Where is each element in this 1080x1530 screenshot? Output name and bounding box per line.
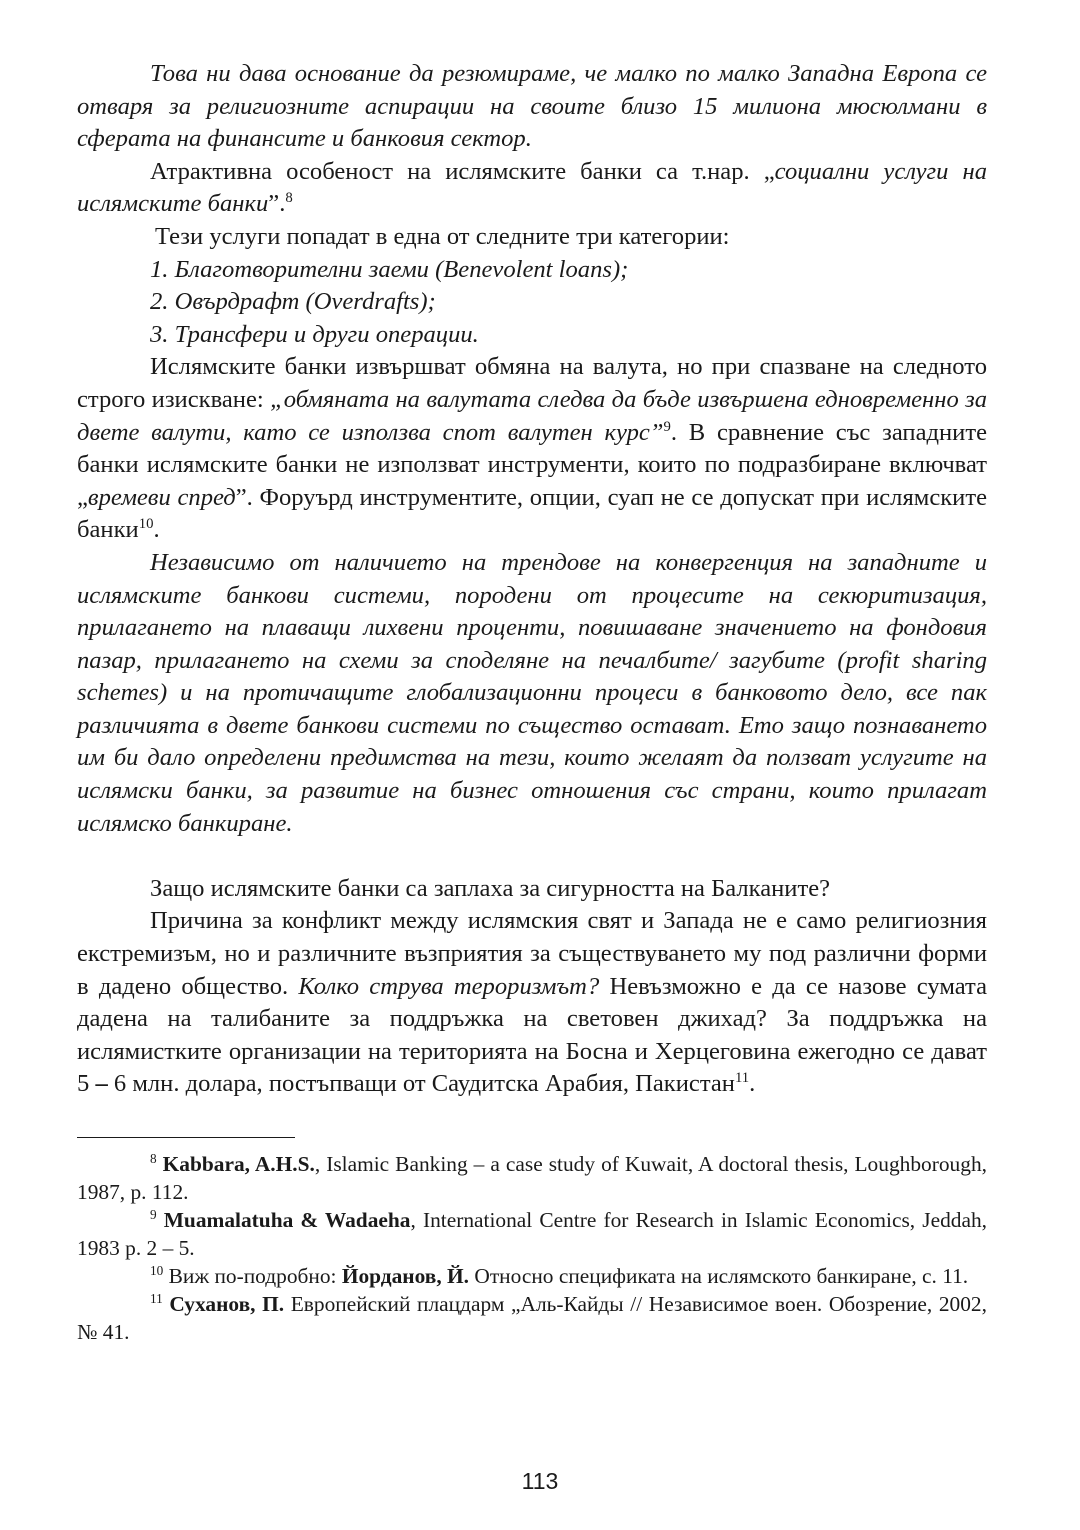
text-run: Невъзможно е да се назове сумата дадена на талибаните за поддръжка на световен джихад? За поддръжка на ислямистките организации на територията на Босна и Херцеговина ежегодно се дават 5 xyxy=(77,972,988,1098)
emphasis-text: „обмяната на валутата следва да бъде извършена едновременно за двете валути, като се използва спот валутен курс” xyxy=(77,385,987,446)
footnote-ref-11[interactable]: 11 xyxy=(734,1070,750,1087)
footnote-ref-10[interactable]: 10 xyxy=(138,516,154,533)
footnote-text: , Islamic Banking – a case study of Kuwait, A doctoral thesis, Loughborough, 1987, p. 112. xyxy=(77,1152,987,1204)
footnote-author: Muamalatuha & Wadaeha xyxy=(163,1208,411,1232)
list-item-text: 2. Овърдрафт (Overdrafts); xyxy=(150,288,436,316)
footnote-prefix: Виж по-подробно: xyxy=(168,1264,342,1288)
paragraph-text: Независимо от наличието на трендове на конвергенция на западните и ислямските банкови системи, породени от процесите на секюритизация, прилагането на плаващи лихвени проценти, повишаване значението на фондовия пазар, прилагането на схеми за споделяне на печалбите/ загубите (profit sharing schemes) и на протичащите глобализационни процеси в банковото дело, все пак различията в двете банкови системи по същество остават. Ето защо познаването им би дало определени предимства на тези, които желаят да ползват услугите на ислямски банки, за развитие на бизнес отношения със страни, които прилагат ислямско банкиране. xyxy=(77,548,987,837)
paragraph-social-services xyxy=(77,156,987,221)
paragraph-currency-exchange xyxy=(77,351,987,547)
text-run: . В сравнение със западните банки ислямските банки не използват инструменти, които по подразбиране включват „ xyxy=(77,418,987,511)
text-run: ”. xyxy=(268,190,286,218)
footnote-number: 10 xyxy=(150,1262,164,1278)
emphasis-text: времеви спред xyxy=(87,483,236,511)
paragraph-text: Това ни дава основание да резюмираме, че малко по малко Западна Европа се отваря за религиозните аспирации на своите близо 15 милиона мюсюлмани в сферата на финансите и банковия сектор. xyxy=(77,60,987,153)
text-run: Причина за конфликт между ислямския свят и Запада не е само религиозния екстремизъм, но и различните възприятия за съществуването му под различни форми в дадено общество. xyxy=(77,907,987,1000)
footnote-author: Суханов, П. xyxy=(169,1292,285,1316)
footnote-11 xyxy=(77,1290,987,1346)
emphasis-text: Колко струва тероризмът? xyxy=(298,972,600,1000)
emphasis-text: социални услуги на ислямските банки xyxy=(77,157,987,218)
list-item xyxy=(77,286,987,319)
text-run: Ислямските банки извършват обмяна на валута, но при спазване на следното строго изискване: xyxy=(77,353,987,413)
footnote-author: Kabbara, A.H.S. xyxy=(162,1152,315,1176)
blank-line xyxy=(77,840,987,873)
page-number: 113 xyxy=(521,1468,559,1494)
footnote-9 xyxy=(77,1206,987,1262)
footnote-8 xyxy=(77,1150,987,1206)
footnote-ref-8[interactable]: 8 xyxy=(285,190,293,207)
footnote-number: 11 xyxy=(150,1290,163,1306)
list-item-text: 3. Трансфери и други операции. xyxy=(150,320,479,348)
body-text xyxy=(77,58,987,1101)
list-item xyxy=(77,319,987,352)
footnote-ref-9[interactable]: 9 xyxy=(663,418,671,435)
footnote-separator xyxy=(77,1137,295,1138)
footnotes xyxy=(77,1150,987,1346)
list-item-text: 1. Благотворителни заеми (Benevolent loans); xyxy=(150,255,629,283)
paragraph-western-europe xyxy=(77,58,987,156)
page-content xyxy=(77,58,987,1346)
list-item xyxy=(77,254,987,287)
footnote-text: Европейский плацдарм „Аль-Кайды // Независимое воен. Обозрение, 2002, № 41. xyxy=(77,1292,987,1344)
text-run: Атрактивна особеност на ислямските банки са т.нар. „ xyxy=(150,157,775,185)
paragraph-categories-intro: Тези услуги попадат в една от следните три категории: xyxy=(155,222,730,250)
footnote-author: Йорданов, Й. xyxy=(341,1264,470,1288)
text-run: 6 млн. долара, постъпващи от Саудитска Арабия, Пакистан xyxy=(107,1070,735,1098)
footnote-text: Относно спецификата на ислямското банкиране, с. 11. xyxy=(469,1264,969,1288)
footnote-number: 9 xyxy=(150,1206,157,1222)
dash: – xyxy=(95,1070,108,1098)
footnote-number: 8 xyxy=(150,1150,157,1166)
footnote-text: , International Centre for Research in Islamic Economics, Jeddah, 1983 p. 2 – 5. xyxy=(77,1208,987,1260)
footnote-10 xyxy=(77,1262,987,1290)
paragraph-conflict xyxy=(77,905,987,1101)
paragraph-convergence xyxy=(77,547,987,840)
text-run: . xyxy=(749,1070,756,1098)
section-question: Защо ислямските банки са заплаха за сигурността на Балканите? xyxy=(150,874,831,902)
text-run: . xyxy=(153,516,160,544)
text-run: ”. Форуърд инструментите, опции, суап не се допускат при ислямските банки xyxy=(77,483,988,544)
